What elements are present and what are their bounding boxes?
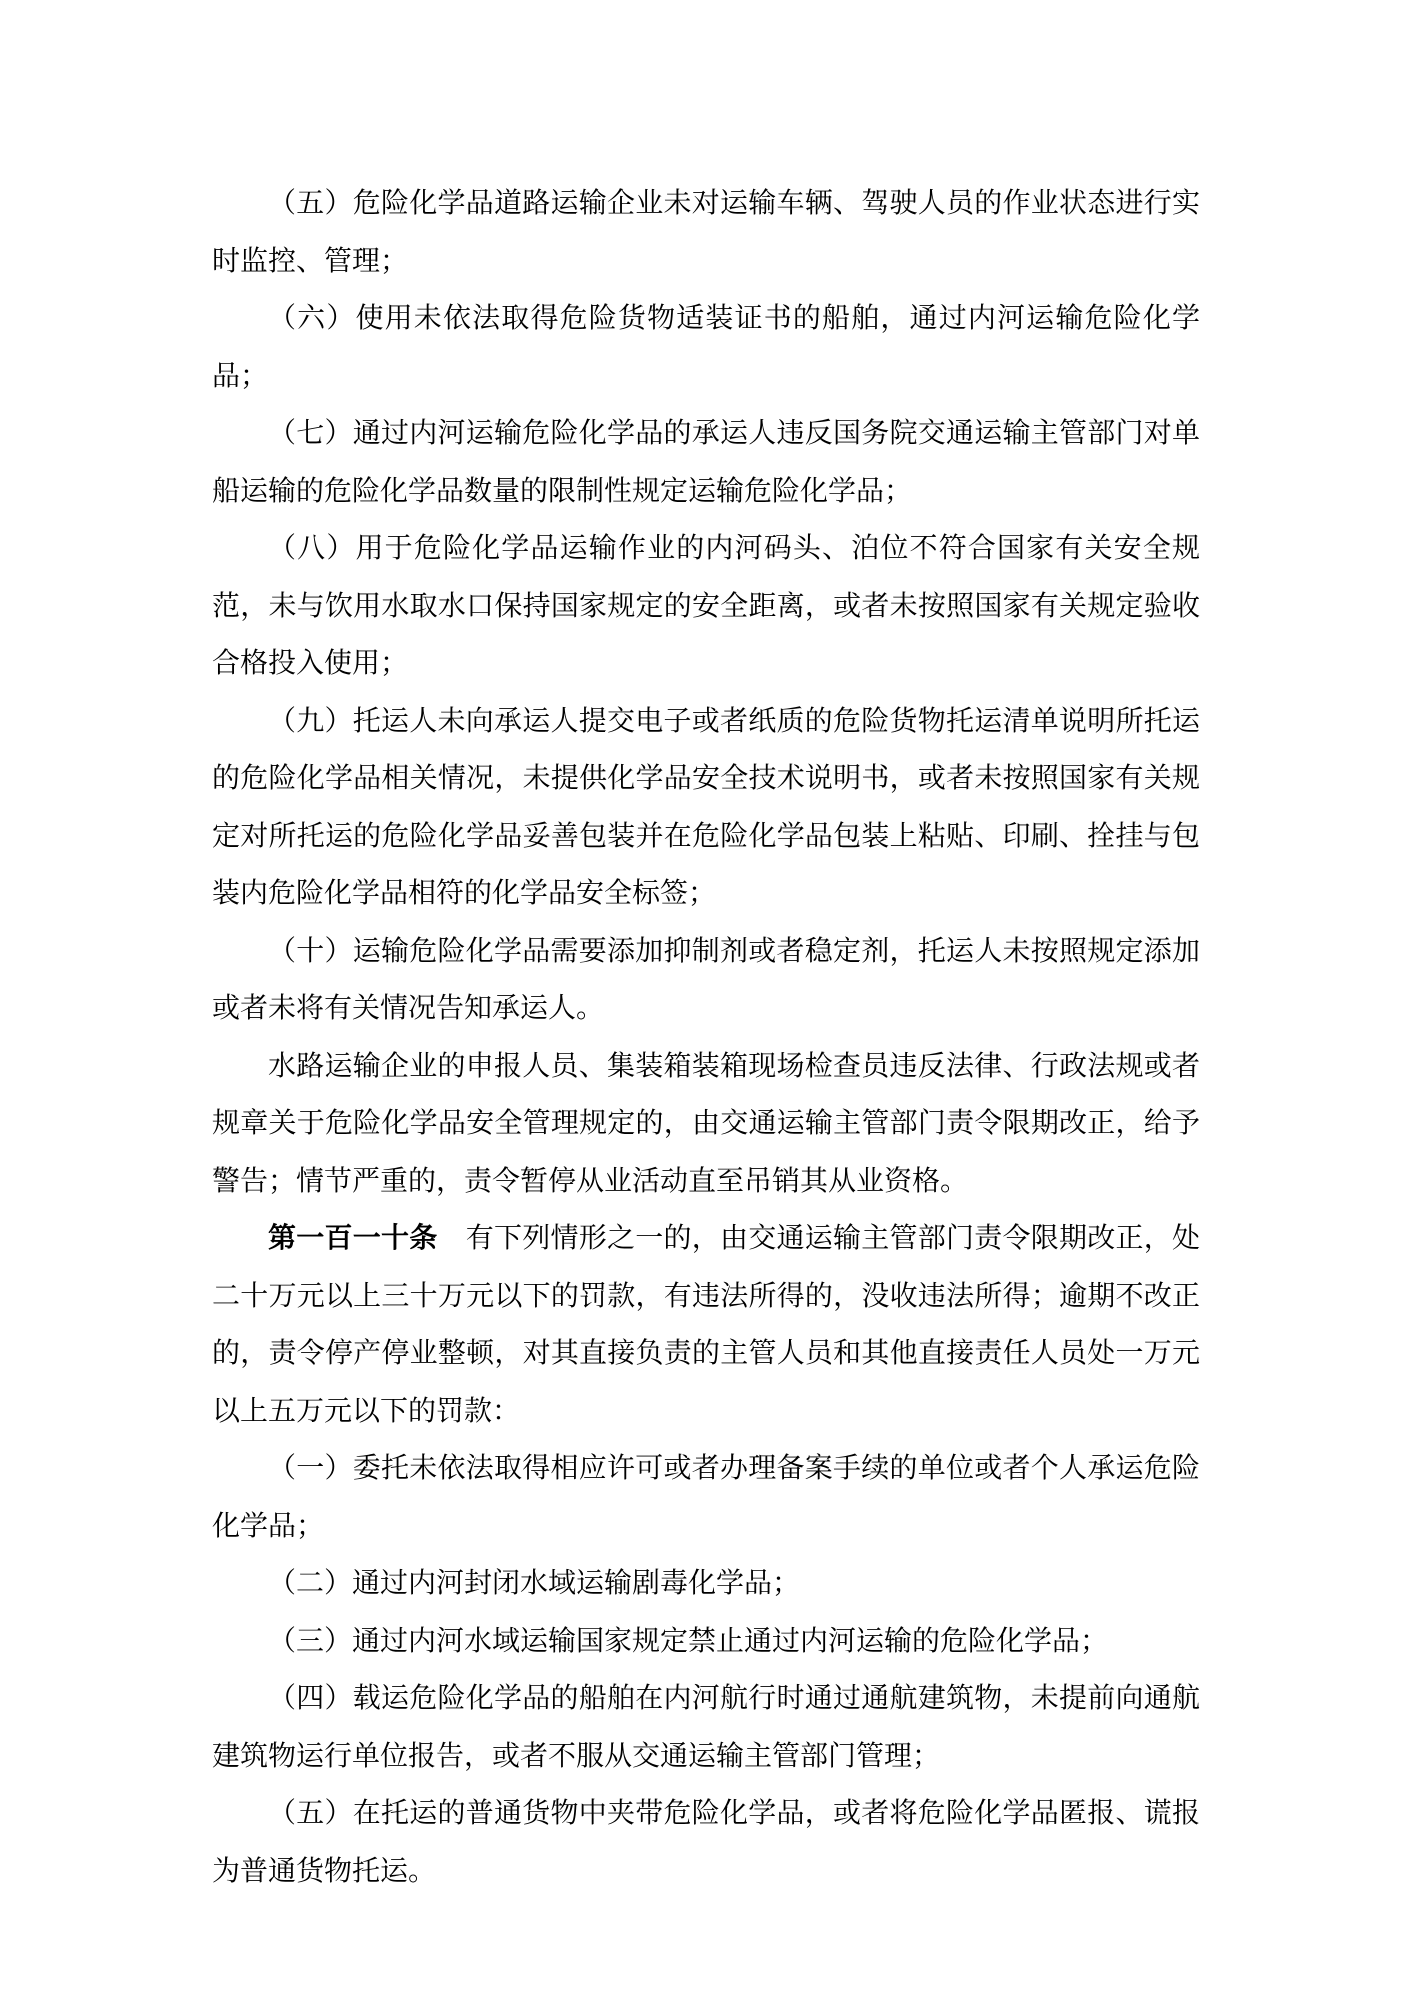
article-number: 第一百一十条	[268, 1223, 438, 1254]
paragraph: （二）通过内河封闭水域运输剧毒化学品；	[268, 1568, 801, 1599]
paragraph: （一）委托未依法取得相应许可或者办理备案手续的单位或者个人承运危险化学品；	[212, 1453, 1200, 1542]
paragraph: （六）使用未依法取得危险货物适装证书的船舶，通过内河运输危险化学品；	[212, 303, 1200, 392]
paragraph: （八）用于危险化学品运输作业的内河码头、泊位不符合国家有关安全规范，未与饮用水取水口保持国家规定的安全距离，或者未按照国家有关规定验收合格投入使用；	[212, 533, 1200, 679]
paragraph: （三）通过内河水域运输国家规定禁止通过内河运输的危险化学品；	[268, 1625, 1109, 1657]
paragraph: （四）载运危险化学品的船舶在内河航行时通过通航建筑物，未提前向通航建筑物运行单位报告，或者不服从交通运输主管部门管理；	[212, 1683, 1200, 1772]
paragraph: （五）危险化学品道路运输企业未对运输车辆、驾驶人员的作业状态进行实时监控、管理；	[212, 188, 1200, 277]
paragraph: 水路运输企业的申报人员、集装箱装箱现场检查员违反法律、行政法规或者规章关于危险化学品安全管理规定的，由交通运输主管部门责令限期改正，给予警告；情节严重的，责令暂停从业活动直至吊销其从业资格。	[212, 1050, 1200, 1197]
paragraph: （十）运输危险化学品需要添加抑制剂或者稳定剂，托运人未按照规定添加或者未将有关情况告知承运人。	[212, 935, 1200, 1024]
paragraph: （七）通过内河运输危险化学品的承运人违反国务院交通运输主管部门对单船运输的危险化学品数量的限制性规定运输危险化学品；	[212, 418, 1200, 507]
paragraph: 第一百一十条 有下列情形之一的，由交通运输主管部门责令限期改正，处二十万元以上三十万元以下的罚款，有违法所得的，没收违法所得；逾期不改正的，责令停产停业整顿，对其直接负责的主管人员和其他直接责任人员处一万元以上五万元以下的罚款：	[212, 1223, 1200, 1427]
paragraph: （九）托运人未向承运人提交电子或者纸质的危险货物托运清单说明所托运的危险化学品相关情况，未提供化学品安全技术说明书，或者未按照国家有关规定对所托运的危险化学品妥善包装并在危险化学品包装上粘贴、印刷、拴挂与包装内危险化学品相符的化学品安全标签；	[212, 705, 1200, 909]
paragraph: （五）在托运的普通货物中夹带危险化学品，或者将危险化学品匿报、谎报为普通货物托运。	[212, 1798, 1200, 1887]
text-column	[212, 175, 1200, 1900]
